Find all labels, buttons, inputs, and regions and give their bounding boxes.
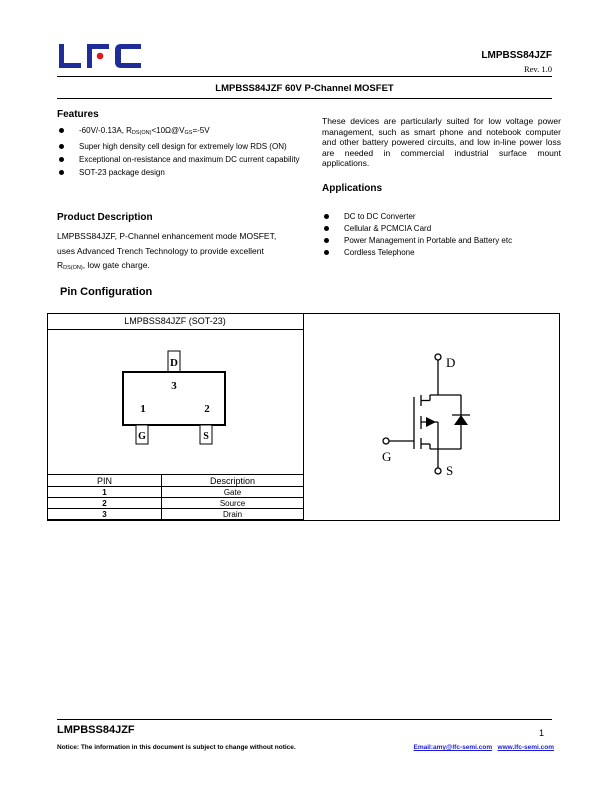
email-link[interactable]: amy@lfc-semi.com [433,744,493,751]
product-description-text: LMPBSS84JZF, P-Channel enhancement mode MOSFET, uses Advanced Trench Technology to provide excellent RDS(ON), low gate charge. [57,231,277,271]
pin-configuration-heading: Pin Configuration [60,286,153,298]
pin-description-cell: Gate [162,487,304,498]
pin-description-cell: Source [162,498,304,509]
table-row [48,487,304,498]
title-rule [57,98,552,99]
email-label: Email: [413,744,434,751]
intro-paragraph: These devices are particularly suited for low voltage power management, such as smart phone and notebook computer and other battery powered circuits, and low in-line power loss are needed in commercial industrial surface mount applications. [322,116,561,168]
document-title: LMPBSS84JZF 60V P-Channel MOSFET [215,83,394,94]
pin-table [47,474,304,520]
table-row [48,509,304,520]
footer-rule [57,719,552,720]
gate-lead-label: G [138,431,146,442]
drain-lead-label: D [170,357,178,369]
mosfet-schematic-symbol [375,345,485,485]
gate-terminal [383,438,389,444]
logo-red-dot [97,53,104,60]
source-terminal [435,468,441,474]
company-logo [57,44,143,68]
logo-letter-c [115,44,141,68]
pin-column-header: PIN [48,475,162,487]
source-lead-label: S [203,431,209,442]
pin1-number: 1 [140,403,146,415]
feature-item: Super high density cell design for extremely low RDS (ON) [57,141,303,152]
page-number: 1 [538,728,544,738]
body-diode-triangle [454,415,468,425]
features-heading: Features [57,109,99,120]
applications-list [322,211,562,259]
application-item: Cellular & PCMCIA Card [322,223,562,234]
footer-notice: Notice: The information in this document is subject to change without notice. [57,744,296,751]
drain-label: D [446,355,456,370]
body-diode-arrow [426,417,436,427]
website-link[interactable]: www.lfc-semi.com [497,744,554,751]
product-description-heading: Product Description [57,212,153,223]
feature-item: -60V/-0.13A, RDS(ON)<10Ω@VGS=-5V [57,125,303,139]
revision: Rev. 1.0 [523,64,552,74]
footer-contact [390,744,554,751]
pin3-number: 3 [171,380,177,392]
package-label: LMPBSS84JZF (SOT-23) [47,313,303,330]
header-part-number: LMPBSS84JZF [481,50,552,61]
pin-table-header [48,475,304,487]
applications-heading: Applications [322,183,383,194]
feature-item: Exceptional on-resistance and maximum DC current capability [57,154,303,165]
sot23-package-drawing [110,345,240,450]
feature-item: SOT-23 package design [57,167,303,178]
application-item: Power Management in Portable and Battery etc [322,235,562,246]
description-column-header: Description [162,475,304,487]
pin2-number: 2 [204,403,210,415]
table-row [48,498,304,509]
features-list [57,125,303,180]
pin-description-cell: Drain [162,509,304,520]
header-rule [57,76,552,77]
application-item: DC to DC Converter [322,211,562,222]
source-label: S [446,463,454,478]
drain-terminal [435,354,441,360]
pin-number-cell: 1 [48,487,162,498]
gate-label: G [382,449,392,464]
pin-number-cell: 3 [48,509,162,520]
application-item: Cordless Telephone [322,247,562,258]
footer-part-number: LMPBSS84JZF [57,724,135,736]
pin-number-cell: 2 [48,498,162,509]
